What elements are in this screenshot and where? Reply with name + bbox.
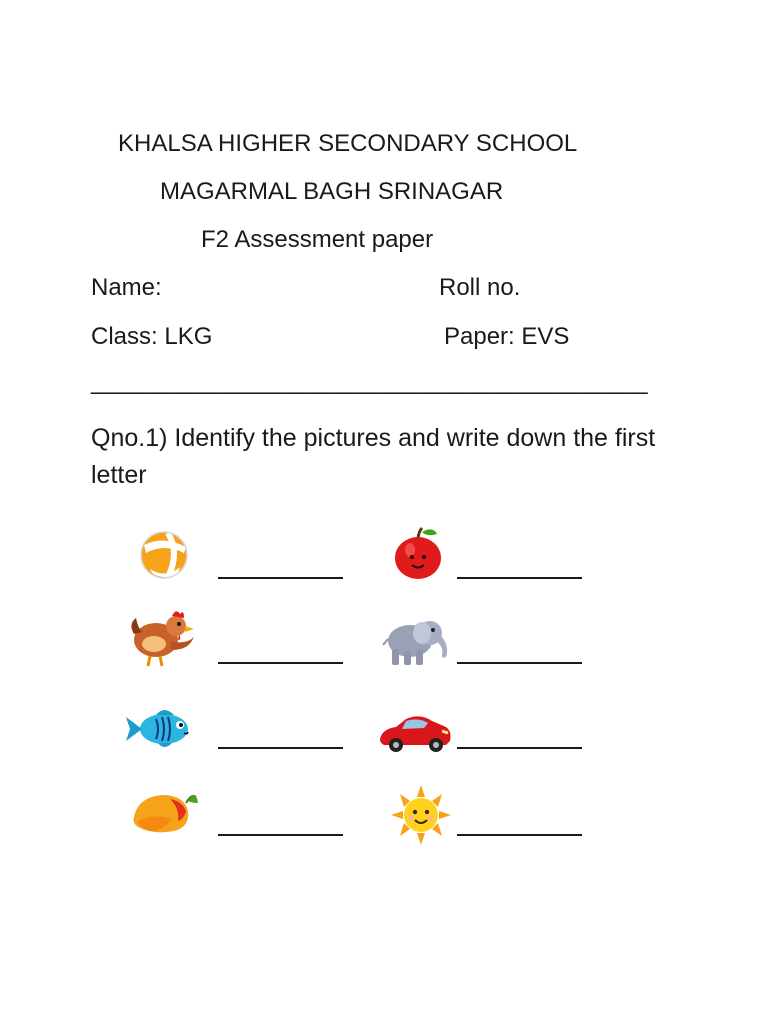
divider-line: _____________________________________________ [91,368,647,395]
answer-line-3[interactable] [218,662,343,664]
mango-icon [124,781,200,845]
answer-line-2[interactable] [457,577,582,579]
question-text: Qno.1) Identify the pictures and write down the first letter [91,424,656,489]
answer-line-7[interactable] [218,834,343,836]
name-label: Name: [91,274,162,301]
roll-label: Roll no. [439,274,521,301]
answer-line-1[interactable] [218,577,343,579]
answer-line-5[interactable] [218,747,343,749]
sun-icon [383,783,459,847]
answer-line-4[interactable] [457,662,582,664]
elephant-icon [380,609,456,673]
hen-icon [124,606,200,670]
paper-title: F2 Assessment paper [201,226,434,253]
fish-icon [122,697,198,761]
school-location: MAGARMAL BAGH SRINAGAR [160,178,504,205]
car-icon [376,701,452,765]
ball-icon [128,523,204,587]
answer-line-6[interactable] [457,747,582,749]
apple-icon [381,522,457,586]
subject-label: Paper: EVS [444,323,570,350]
school-name: KHALSA HIGHER SECONDARY SCHOOL [118,130,578,157]
answer-line-8[interactable] [457,834,582,836]
class-label: Class: LKG [91,323,213,350]
